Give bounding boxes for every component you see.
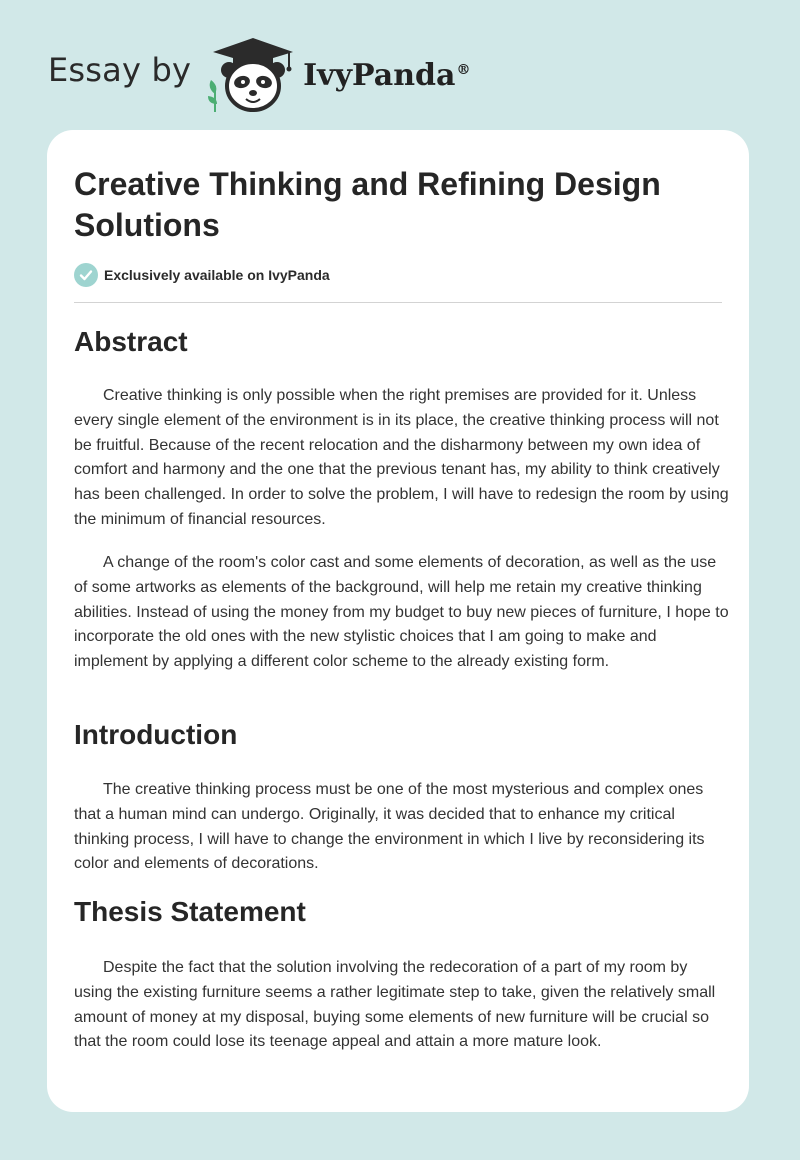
section-heading-thesis: Thesis Statement — [74, 896, 306, 927]
panda-graduate-logo-icon — [205, 34, 301, 114]
abstract-paragraph-1: Creative thinking is only possible when the right premises are provided for it. Unless every single element of the environment is in its place, the creative thinking process will not be fruitful. Because of the recent relocation and the disharmony between my own idea of comfort and harmony and the one that the previous tenant has, my ability to think creatively has been challenged. In order to solve the problem, I will have to redesign the room by using the minimum of financial resources. — [74, 387, 729, 528]
brand-name: IvyPanda® — [303, 57, 471, 93]
exclusive-label: Exclusively available on IvyPanda — [104, 267, 330, 283]
section-heading-introduction: Introduction — [74, 719, 238, 750]
thesis-paragraph: Despite the fact that the solution involving the redecoration of a part of my room by using the existing furniture seems a rather legitimate step to take, given the relatively small amount of money at my disposal, buying some elements of new furniture will be crucial so that the room could lose its teenage appeal and attain a more mature look. — [74, 959, 716, 1051]
divider — [74, 302, 722, 303]
registered-mark: ® — [456, 61, 471, 78]
essay-card — [47, 130, 749, 1112]
check-circle-icon — [74, 263, 98, 287]
brand-header[interactable] — [48, 34, 470, 114]
introduction-paragraph: The creative thinking process must be one of the most mysterious and complex ones that a human mind can undergo. Originally, it was decided that to enhance my critical thinking process, I will have to change the environment in which I live by reconsidering its color and elements of decorations. — [74, 781, 705, 873]
brand-prefix: Essay by — [48, 51, 192, 89]
abstract-paragraph-2: A change of the room's color cast and some elements of decoration, as well as the use of some artworks as elements of the background, will help me retain my creative thinking abilities. Instead of using the money from my budget to buy new pieces of furniture, I hope to incorporate the old ones with the new stylistic choices that I am going to make and implement by applying a different color scheme to the already existing form. — [74, 554, 729, 671]
exclusive-badge — [74, 263, 330, 287]
section-heading-abstract: Abstract — [74, 326, 188, 357]
page-title: Creative Thinking and Refining Design Solutions — [74, 166, 661, 243]
